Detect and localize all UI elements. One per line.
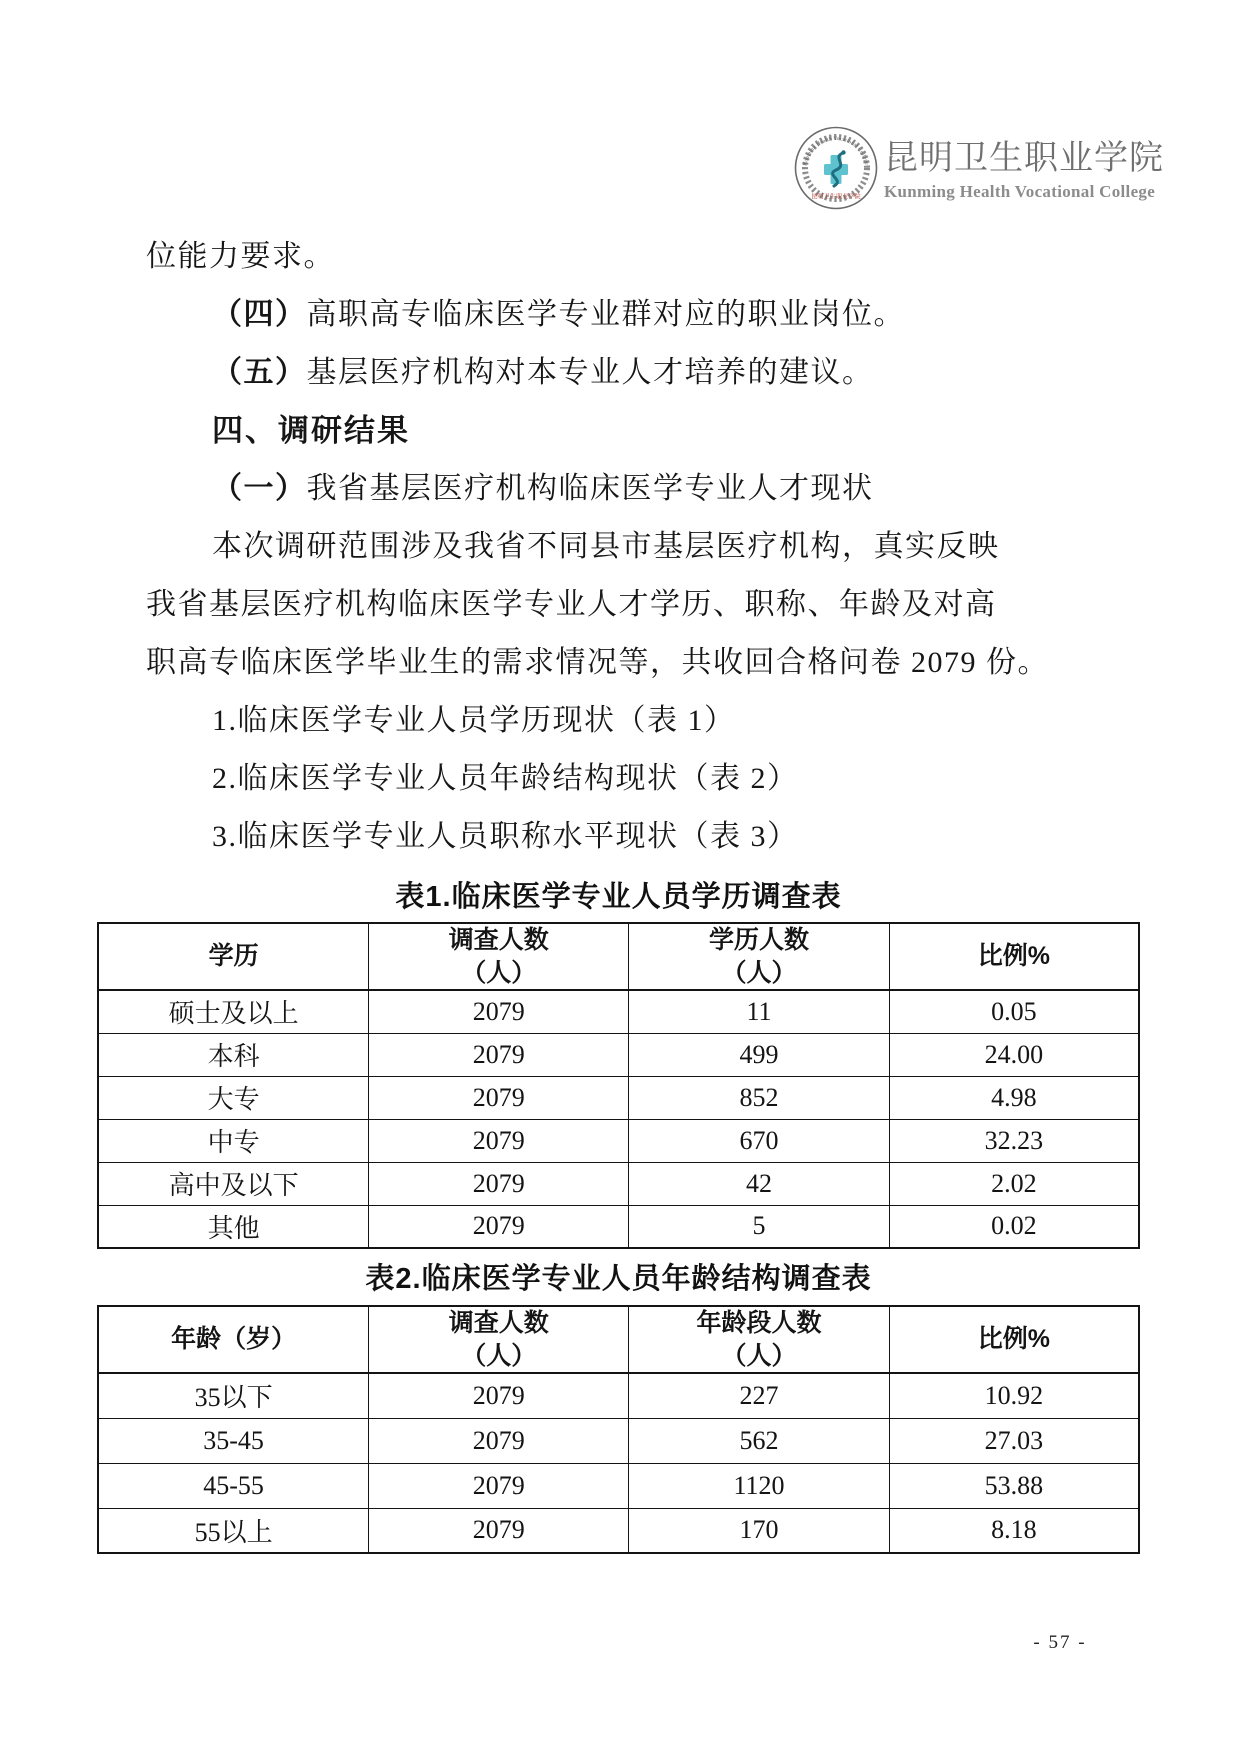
table-header-row [98, 923, 1139, 990]
header-cell: 学历 [98, 923, 369, 990]
table-row [98, 990, 1139, 1033]
table-cell: 2079 [369, 1076, 629, 1119]
table-cell: 562 [629, 1418, 889, 1463]
age-structure-table [97, 1305, 1140, 1554]
body-line [146, 572, 1156, 630]
table-cell: 852 [629, 1076, 889, 1119]
table-cell: 2079 [369, 1205, 629, 1248]
table-row [98, 1508, 1139, 1553]
body-line [146, 282, 1156, 340]
college-name-english: Kunming Health Vocational College [884, 181, 1156, 201]
table-cell: 2079 [369, 1463, 629, 1508]
table-cell: 32.23 [889, 1119, 1139, 1162]
table-cell: 2079 [369, 1162, 629, 1205]
table-cell: 硕士及以上 [98, 990, 369, 1033]
table-cell: 53.88 [889, 1463, 1139, 1508]
line-text: 3.临床医学专业人员职称水平现状（表 3） [212, 820, 799, 853]
header-cell: 调查人数 （人） [369, 923, 629, 990]
seal-bottom-text: 昆明卫生职业学院 [811, 193, 861, 201]
table-cell: 2079 [369, 1373, 629, 1418]
table-row [98, 1033, 1139, 1076]
table-2-title: 表2.临床医学专业人员年龄结构调查表 [365, 1263, 872, 1295]
table-cell: 45-55 [98, 1463, 369, 1508]
line-prefix: （四） [212, 298, 307, 331]
table-1-title: 表1.临床医学专业人员学历调查表 [395, 881, 842, 913]
table-cell: 170 [629, 1508, 889, 1553]
table-row [98, 1162, 1139, 1205]
table-cell: 0.05 [889, 990, 1139, 1033]
table-cell: 大专 [98, 1076, 369, 1119]
college-seal-icon [794, 126, 878, 210]
table-cell: 2079 [369, 990, 629, 1033]
table-row [98, 1418, 1139, 1463]
table-cell: 2079 [369, 1119, 629, 1162]
header-cell: 年龄（岁） [98, 1306, 369, 1373]
table-cell: 670 [629, 1119, 889, 1162]
table-cell: 227 [629, 1373, 889, 1418]
body-line [146, 804, 1156, 862]
line-text: 本次调研范围涉及我省不同县市基层医疗机构，真实反映 [212, 530, 1000, 563]
section-heading [146, 398, 1156, 456]
body-line [146, 688, 1156, 746]
table-cell: 中专 [98, 1119, 369, 1162]
table-cell: 8.18 [889, 1508, 1139, 1553]
body-line [146, 340, 1156, 398]
college-name-calligraphy: 昆明卫生职业学院 [884, 138, 1164, 178]
table-cell: 其他 [98, 1205, 369, 1248]
line-prefix: （一） [212, 472, 307, 505]
line-text: 基层医疗机构对本专业人才培养的建议。 [306, 356, 874, 389]
table-cell: 2079 [369, 1508, 629, 1553]
header-cell: 比例% [889, 1306, 1139, 1373]
college-brand [884, 138, 1164, 202]
body-line [146, 456, 1156, 514]
line-prefix: （五） [212, 356, 307, 389]
line-text: 我省基层医疗机构临床医学专业人才学历、职称、年龄及对高 [146, 588, 997, 621]
header-cell: 比例% [889, 923, 1139, 990]
body-line [146, 224, 1156, 282]
line-text: 四、调研结果 [212, 412, 410, 448]
table-cell: 11 [629, 990, 889, 1033]
table-row [98, 1373, 1139, 1418]
body-line [146, 630, 1156, 688]
table-cell: 2079 [369, 1033, 629, 1076]
body-line [146, 746, 1156, 804]
table-cell: 55以上 [98, 1508, 369, 1553]
line-text: 我省基层医疗机构临床医学专业人才现状 [306, 472, 874, 505]
seal-ring-text: Kunming Health Vocational College [802, 135, 870, 167]
table-header-row [98, 1306, 1139, 1373]
body-text [146, 224, 1156, 862]
header-cell: 年龄段人数 （人） [629, 1306, 889, 1373]
header-cell: 学历人数 （人） [629, 923, 889, 990]
line-text: 位能力要求。 [146, 240, 335, 273]
table-cell: 本科 [98, 1033, 369, 1076]
table-row [98, 1463, 1139, 1508]
line-text: 2.临床医学专业人员年龄结构现状（表 2） [212, 762, 799, 795]
table-cell: 35以下 [98, 1373, 369, 1418]
table-cell: 4.98 [889, 1076, 1139, 1119]
table-cell: 1120 [629, 1463, 889, 1508]
table-cell: 5 [629, 1205, 889, 1248]
header-cell: 调查人数 （人） [369, 1306, 629, 1373]
table-cell: 27.03 [889, 1418, 1139, 1463]
education-table [97, 922, 1140, 1249]
table-cell: 10.92 [889, 1373, 1139, 1418]
line-text: 高职高专临床医学专业群对应的职业岗位。 [306, 298, 905, 331]
table-cell: 2.02 [889, 1162, 1139, 1205]
line-text: 1.临床医学专业人员学历现状（表 1） [212, 704, 736, 737]
table-cell: 高中及以下 [98, 1162, 369, 1205]
table-cell: 0.02 [889, 1205, 1139, 1248]
table-row [98, 1205, 1139, 1248]
table-cell: 35-45 [98, 1418, 369, 1463]
page-number: - 57 - [1033, 1632, 1087, 1653]
table-cell: 499 [629, 1033, 889, 1076]
table-cell: 24.00 [889, 1033, 1139, 1076]
table-row [98, 1076, 1139, 1119]
table-cell: 42 [629, 1162, 889, 1205]
table-cell: 2079 [369, 1418, 629, 1463]
body-line [146, 514, 1156, 572]
line-text: 职高专临床医学毕业生的需求情况等，共收回合格问卷 2079 份。 [146, 646, 1049, 679]
table-row [98, 1119, 1139, 1162]
